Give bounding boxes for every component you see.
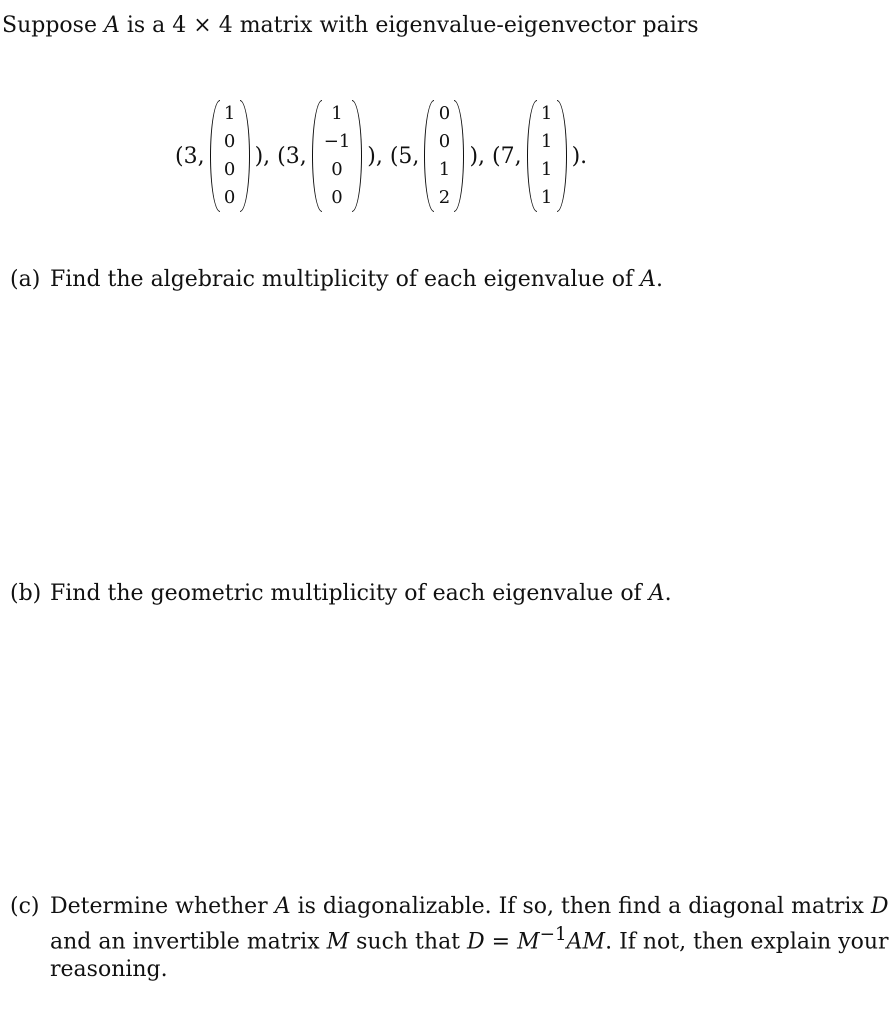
vector-entry: 1 [223,103,236,124]
part-c-text: Determine whether [50,894,275,919]
pair-3-open: (5, [382,143,420,169]
vector-entry: 1 [540,159,553,180]
vector-entry: 1 [540,103,553,124]
pair-2-open: (3, [270,143,307,169]
part-c-superscript: −1 [539,924,567,945]
part-a-variable: A [640,267,656,292]
question-part-c [10,893,889,984]
intro-text-start: Suppose [2,13,104,38]
problem-statement [2,12,699,40]
vector-entry: 1 [540,187,553,208]
part-c-variable: D [467,929,485,955]
eigen-pairs [175,97,587,215]
vector-entry: 2 [438,187,451,208]
matrix-variable-a: A [103,13,120,38]
vector-entry: 1 [331,103,343,124]
eigenvector-1 [210,100,250,212]
part-c-line-1 [10,893,889,921]
vector-entry: 0 [223,159,236,180]
question-part-a [10,266,663,294]
vector-entry: 0 [223,131,236,152]
part-c-text: and an invertible matrix [50,929,327,955]
part-b-text: Find the geometric multiplicity of each eigenvalue of [50,581,649,606]
part-b-label: (b) [10,581,42,606]
part-c-line-3 [10,956,870,984]
vector-entry: 1 [438,159,451,180]
part-c-text: reasoning. [50,957,168,983]
part-c-line-2 [10,921,889,956]
part-c-text: is diagonalizable. If so, then find a diagonal matrix [290,894,871,919]
vector-entry: 0 [331,187,343,208]
part-b-end: . [664,581,672,606]
pair-1-open: (3, [175,143,205,169]
part-c-variable: M [326,929,350,955]
part-c-text: such that [349,929,468,955]
vector-entry: −1 [323,131,351,152]
question-part-b [10,580,672,608]
part-c-text: = [484,929,518,955]
pair-1-close: ), [254,143,271,169]
vector-entry: 0 [331,159,343,180]
vector-entry: 0 [438,131,451,152]
vector-entry: 1 [540,131,553,152]
pair-3-close: ), [469,143,486,169]
part-a-label: (a) [10,267,41,292]
pair-4-open: (7, [485,143,522,169]
part-a-end: . [655,267,663,292]
part-c-variable: D [870,894,889,919]
part-a-text: Find the algebraic multiplicity of each eigenvalue of [50,267,641,292]
eigenvector-3 [424,100,464,212]
eigenvector-2 [312,100,363,212]
part-c-label: (c) [10,894,40,919]
vector-entry: 0 [438,103,451,124]
vector-entry: 0 [223,187,236,208]
eigenvector-4 [527,100,567,212]
pair-2-close: ), [367,143,383,169]
part-c-variable: AM [566,929,606,955]
part-c-text: . If not, then explain your [605,929,889,955]
part-c-variable: M [517,929,540,955]
intro-text-end: is a 4 × 4 matrix with eigenvalue-eigenvector pairs [119,13,699,38]
part-b-variable: A [648,581,665,606]
part-c-variable: A [274,894,291,919]
pair-4-close: ). [571,143,588,169]
